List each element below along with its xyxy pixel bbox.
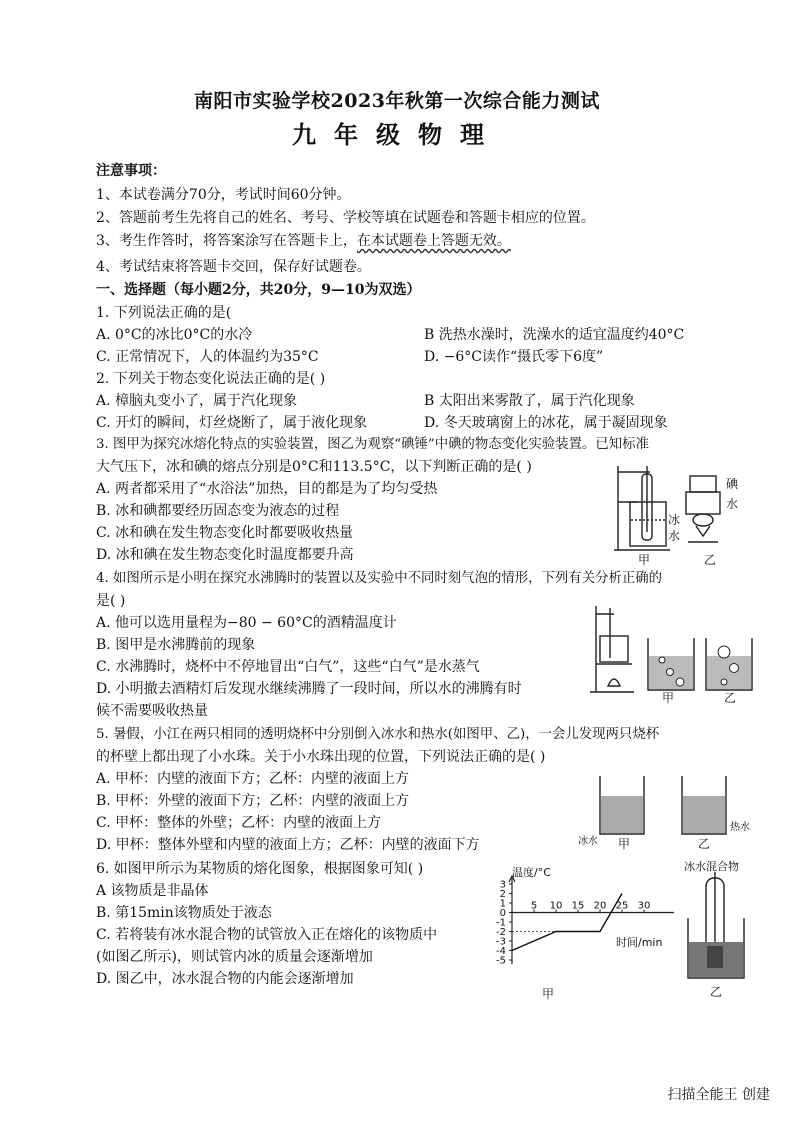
q4-bubble: [718, 646, 730, 658]
q6-chart-x-tick-label: 20: [593, 900, 607, 912]
q6-melting-chart: [478, 862, 678, 1002]
q6-label-mixture: 冰水混合物: [684, 860, 739, 873]
q5-label-yi: 乙: [698, 837, 711, 851]
q6-chart-ylabel: 温度/°C: [512, 866, 551, 879]
q5-stem-line1: 5. 暑假，小江在两只相同的透明烧杯中分别倒入冰水和热水(如图甲、乙)，一会儿发现两只烧杯: [96, 727, 660, 742]
q1-stem: 1. 下列说法正确的是(: [96, 305, 232, 321]
q4-bubble: [667, 669, 674, 676]
q4-label-yi: 乙: [724, 691, 737, 704]
q3-figure: [600, 462, 770, 570]
q2-stem: 2. 下列关于物态变化说法正确的是( ): [96, 371, 326, 387]
q5-label-jia: 甲: [618, 837, 631, 851]
q6-chart-xlabel: 时间/min: [616, 936, 663, 949]
q5-option-b: B. 甲杯：外壁的液面下方；乙杯：内壁的液面上方: [96, 793, 410, 809]
q4-option-a: A. 他可以选用量程为−80 − 60°C的酒精温度计: [96, 615, 397, 631]
q4-label-jia: 甲: [662, 691, 675, 704]
q1-option-c: C. 正常情况下，人的体温约为35°C: [96, 349, 319, 365]
q1-option-b: B 洗热水澡时，洗澡水的适宜温度约40°C: [424, 327, 685, 343]
q3-option-b: B. 冰和碘都要经历固态变为液态的过程: [96, 503, 340, 519]
q3-iodine-hammer: [693, 514, 713, 526]
q3-stem-line2: 大气压下，冰和碘的熔点分别是0°C和113.5°C，以下判断正确的是( ): [96, 459, 532, 475]
q3-label-yi: 乙: [704, 553, 717, 567]
q2-option-b: B 太阳出来雾散了，属于汽化现象: [424, 393, 635, 409]
q3-label-water: 水: [668, 529, 681, 543]
q6-chart-y-tick-label: 1: [499, 898, 506, 910]
q6-chart-x-tick-label: 5: [530, 900, 538, 912]
section-heading: 一、选择题（每小题2分，共20分，9—10为双选）: [96, 282, 421, 298]
q5-option-d: D. 甲杯：整体外壁和内壁的液面上方；乙杯：内壁的液面下方: [96, 837, 480, 853]
q4-option-c: C. 水沸腾时，烧杯中不停地冒出“白气”，这些“白气”是水蒸气: [96, 659, 480, 675]
q6-option-d: D. 图乙中，冰水混合物的内能会逐渐增加: [96, 971, 354, 987]
q3-label-ice: 冰: [668, 513, 681, 527]
q4-lamp: [608, 679, 620, 686]
notes-heading: 注意事项：: [96, 163, 166, 179]
q4-bubble: [676, 678, 684, 686]
q6-icewater-mixture: [707, 946, 723, 968]
q4-bubble: [730, 664, 739, 673]
q4-option-d-line1: D. 小明撤去酒精灯后发现水继续沸腾了一段时间，所以水的沸腾有时: [96, 681, 522, 697]
q3-label-jia: 甲: [638, 553, 651, 567]
q6-chart-y-tick-label: 0: [499, 908, 506, 919]
q4-figure: [584, 600, 774, 704]
q6-chart-y-tick-label: -1: [496, 917, 506, 929]
q4-stem-line1: 4. 如图所示是小明在探究水沸腾时的装置以及实验中不同时刻气泡的情形，下列有关分析正确的: [96, 571, 663, 586]
page-title: 南阳市实验学校2023年秋第一次综合能力测试: [194, 90, 600, 112]
q6-chart-x-tick-label: 30: [637, 900, 651, 912]
q5-stem-line2: 的杯壁上都出现了小水珠。关于小水珠出现的位置，下列说法正确的是( ): [96, 749, 546, 765]
q5-figure: [578, 772, 774, 852]
note-item-2: 2、答题前考生先将自己的姓名、考号、学校等填在试题卷和答题卡相应的位置。: [96, 210, 595, 226]
note-item-4: 4、考试结束将答题卡交回，保存好试题卷。: [96, 259, 371, 275]
q4-bubble: [659, 657, 665, 663]
q2-option-c: C. 开灯的瞬间，灯丝烧断了，属于液化现象: [96, 415, 368, 431]
note-item-3-emphasis: 在本试题卷上答题无效。: [356, 233, 511, 249]
q5-icewater: [601, 796, 643, 833]
q3-option-a: A. 两者都采用了“水浴法”加热，目的都是为了均匀受热: [96, 481, 438, 497]
q6-option-c-line1: C. 若将装有冰水混合物的试管放入正在熔化的该物质中: [96, 927, 438, 943]
note-item-1: 1、本试卷满分70分，考试时间60分钟。: [96, 187, 351, 203]
q3-stem-line1: 3. 图甲为探究冰熔化特点的实验装置，图乙为观察“碘锤”中碘的物态变化实验装置。已知标准: [96, 437, 649, 452]
q6-option-b: B. 第15min该物质处于液态: [96, 905, 272, 921]
q3-option-c: C. 冰和碘在发生物态变化时都要吸收热量: [96, 525, 354, 541]
q6-chart-y-tick-label: 2: [499, 889, 506, 900]
q5-option-c: C. 甲杯：整体的外壁；乙杯：内壁的液面上方: [96, 815, 382, 831]
q4-stem-line2: 是( ): [96, 593, 126, 609]
q4-bubble: [721, 679, 727, 685]
q5-label-icewater: 冰水: [578, 836, 598, 847]
q3-iodine-top: [690, 476, 716, 492]
q6-chart-y-tick-label: -3: [496, 936, 506, 948]
q3-option-d: D. 冰和碘在发生物态变化时温度都要升高: [96, 547, 354, 563]
scanner-watermark: 扫描全能王 创建: [667, 1087, 770, 1103]
q6-option-a: A 该物质是非晶体: [96, 883, 209, 899]
q6-chart-y-tick-label: 3: [499, 879, 506, 891]
note-item-3-text: 3、考生作答时，将答案涂写在答题卡上，: [96, 233, 357, 249]
q4-water-yi: [707, 656, 751, 689]
page-subtitle: 九年级物理: [292, 120, 502, 149]
q3-label-iodine: 碘: [726, 477, 739, 491]
q1-option-a: A. 0°C的冰比0°C的水冷: [96, 327, 253, 343]
q5-option-a: A. 甲杯：内壁的液面下方；乙杯：内壁的液面上方: [96, 771, 410, 787]
q4-option-d-line2: 候不需要吸收热量: [96, 703, 208, 719]
q3-label-water-right: 水: [726, 497, 739, 511]
q6-chart-x-tick-label: 10: [549, 900, 563, 912]
q6-chart-y-tick-label: -2: [496, 927, 506, 938]
q6-figure-yi: [680, 858, 774, 1000]
q6-chart-y-tick-label: -4: [496, 946, 506, 957]
q1-option-d: D. −6°C读作“摄氏零下6度”: [424, 349, 604, 365]
q2-option-a: A. 樟脑丸变小了，属于汽化现象: [96, 393, 298, 409]
q6-chart-x-tick-label: 25: [615, 900, 629, 912]
q6-chart-x-tick-label: 15: [571, 900, 585, 912]
q6-label-yi: 乙: [710, 985, 723, 999]
note-item-3: [96, 232, 511, 250]
q4-option-b: B. 图甲是水沸腾前的现象: [96, 637, 256, 653]
q6-stem: 6. 如图甲所示为某物质的熔化图象，根据图象可知( ): [96, 861, 424, 877]
q6-chart-label-jia: 甲: [542, 987, 555, 1001]
q4-beaker: [600, 636, 628, 662]
q3-flame: [696, 526, 710, 536]
q3-iodine-beaker: [686, 492, 720, 514]
q5-label-hotwater: 热水: [730, 822, 750, 833]
q5-hotwater: [683, 796, 725, 833]
q6-option-c-line2: (如图乙所示)，则试管内冰的质量会逐渐增加: [96, 949, 373, 965]
q2-option-d: D. 冬天玻璃窗上的冰花，属于凝固现象: [424, 415, 668, 431]
q6-chart-y-tick-label: -5: [496, 955, 506, 967]
